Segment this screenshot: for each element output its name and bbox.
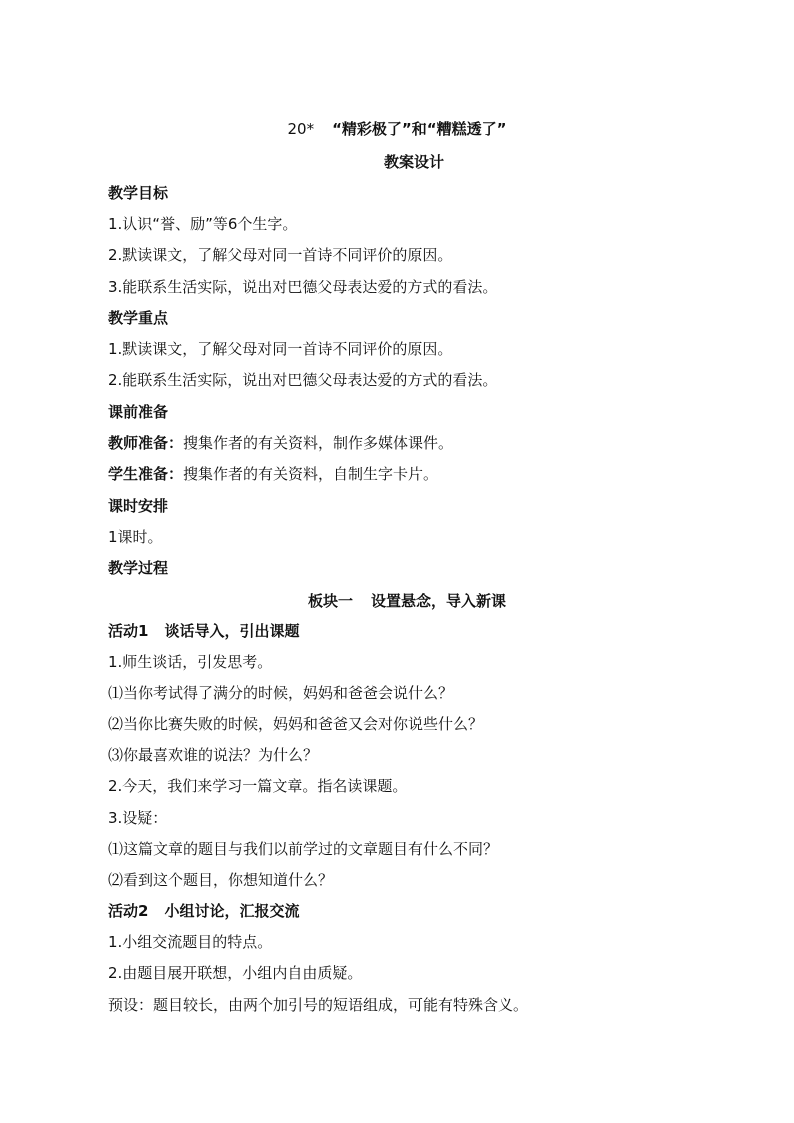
lesson-title-text: “精彩极了”和“糟糕透了” xyxy=(332,120,507,138)
student-preparation xyxy=(108,464,438,484)
student-preparation-text: 搜集作者的有关资料，自制生字卡片。 xyxy=(183,465,439,483)
process-heading: 教学过程 xyxy=(108,559,169,577)
activity-1-heading xyxy=(108,621,299,641)
activity-2-heading xyxy=(108,901,299,921)
activity-2-line: 2.由题目展开联想，小组内自由质疑。 xyxy=(108,964,363,982)
focus-item-1: 1.默读课文，了解父母对同一首诗不同评价的原因。 xyxy=(108,340,453,358)
goal-item-3: 3.能联系生活实际，说出对巴德父母表达爱的方式的看法。 xyxy=(108,278,498,296)
activity-1-line: ⑴这篇文章的题目与我们以前学过的文章题目有什么不同？ xyxy=(108,840,499,858)
goal-item-1: 1.认识“誉、励”等6个生字。 xyxy=(108,215,298,233)
module-title: 设置悬念，导入新课 xyxy=(371,592,507,610)
activity-1-line: ⑵当你比赛失败的时候，妈妈和爸爸又会对你说些什么？ xyxy=(108,715,484,733)
student-preparation-label: 学生准备： xyxy=(108,465,184,483)
goal-item-2: 2.默读课文，了解父母对同一首诗不同评价的原因。 xyxy=(108,246,453,264)
activity-2-line: 1.小组交流题目的特点。 xyxy=(108,933,273,951)
goals-heading: 教学目标 xyxy=(108,184,169,202)
activity-2-title: 小组讨论，汇报交流 xyxy=(164,902,300,920)
activity-1-line: ⑴当你考试得了满分的时候，妈妈和爸爸会说什么？ xyxy=(108,684,454,702)
activity-1-line: ⑶你最喜欢谁的说法？为什么？ xyxy=(108,746,319,764)
teacher-preparation-text: 搜集作者的有关资料，制作多媒体课件。 xyxy=(183,434,454,452)
activity-1-line: 3.设疑： xyxy=(108,809,168,827)
activity-2-label: 活动2 xyxy=(108,902,149,920)
activity-1-title: 谈话导入，引出课题 xyxy=(164,622,300,640)
preparation-heading: 课前准备 xyxy=(108,403,169,421)
schedule-text: 1课时。 xyxy=(108,528,163,546)
module-label: 板块一 xyxy=(308,592,354,610)
activity-1-line: 1.师生谈话，引发思考。 xyxy=(108,653,273,671)
lesson-number: 20* xyxy=(287,120,315,138)
teacher-preparation xyxy=(108,433,453,453)
activity-2-line: 预设：题目较长，由两个加引号的短语组成，可能有特殊含义。 xyxy=(108,996,529,1014)
focus-item-2: 2.能联系生活实际，说出对巴德父母表达爱的方式的看法。 xyxy=(108,371,498,389)
lesson-subtitle: 教案设计 xyxy=(384,153,445,171)
activity-1-line: 2.今天，我们来学习一篇文章。指名读课题。 xyxy=(108,777,408,795)
activity-1-label: 活动1 xyxy=(108,622,149,640)
schedule-heading: 课时安排 xyxy=(108,497,169,515)
lesson-title xyxy=(0,119,794,139)
activity-1-line: ⑵看到这个题目，你想知道什么？ xyxy=(108,871,334,889)
teacher-preparation-label: 教师准备： xyxy=(108,434,184,452)
focus-heading: 教学重点 xyxy=(108,309,169,327)
module-heading xyxy=(308,591,506,611)
